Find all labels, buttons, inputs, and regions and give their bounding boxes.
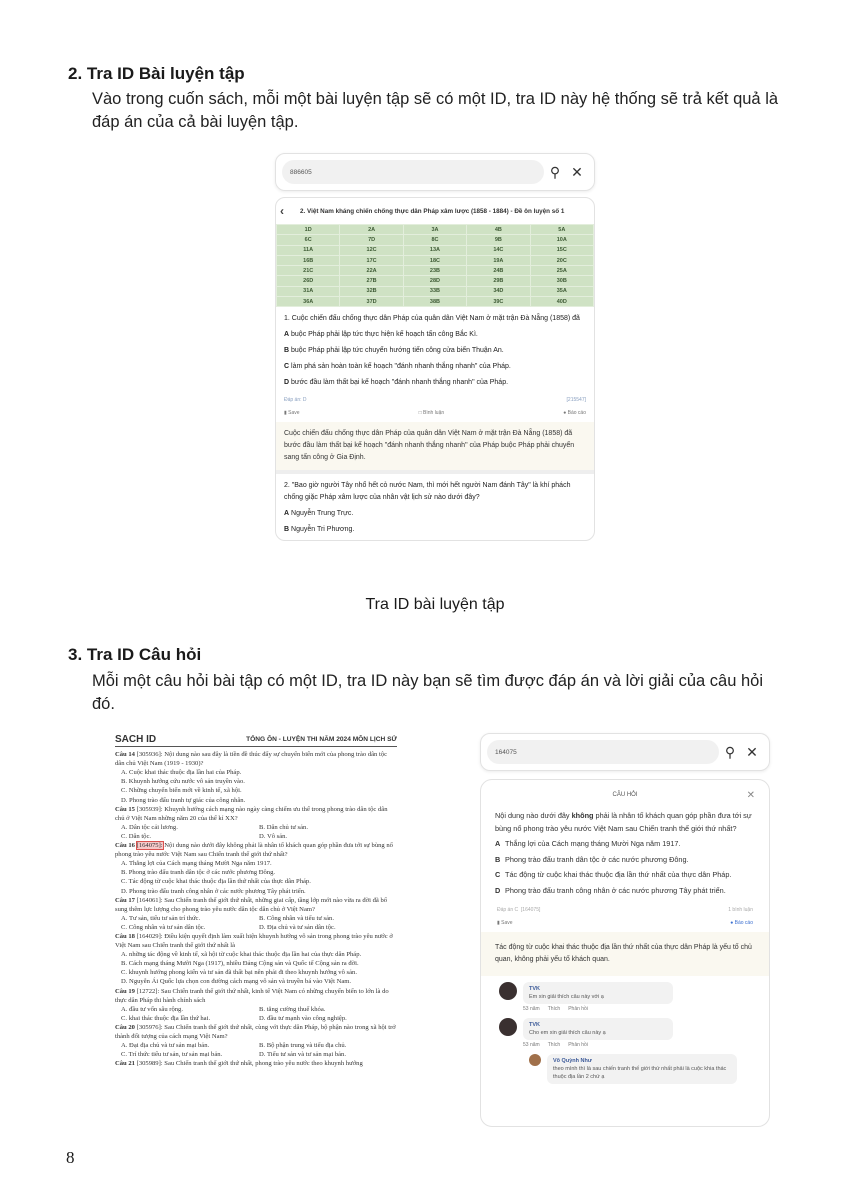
search-input[interactable]: 886605: [282, 160, 544, 184]
option: A. Cuộc khai thác thuộc địa lần hai của Pháp.: [121, 769, 242, 777]
option: B. Dân chủ tư sản.: [259, 823, 308, 831]
option-letter: D: [284, 379, 290, 387]
comment-label: Bình luận: [423, 410, 445, 417]
report-button[interactable]: [730, 920, 753, 926]
book-question: [115, 805, 397, 841]
comment-like[interactable]: Thích: [547, 1006, 561, 1012]
search-input[interactable]: 164075: [487, 740, 719, 764]
question-text: Sau Chiến tranh thế giới thứ nhất, cùng với thực dân Pháp, bộ phận nào trong xã hội trở thành đối tượng của cách mạng Việt Nam?: [115, 1023, 396, 1040]
question-id: [305989]:: [136, 1060, 163, 1068]
answer-cell: 26D: [277, 276, 340, 286]
answer-cell: 24B: [467, 266, 530, 276]
question-number: Câu 14: [115, 751, 135, 759]
answer-cell: 39C: [467, 297, 530, 307]
question-number: Câu 19: [115, 987, 135, 995]
answer-cell: 2A: [340, 225, 403, 235]
search-icon[interactable]: ⚲: [549, 163, 561, 180]
option: C. Tác động từ cuộc khai thác thuộc địa lần thứ nhất của thực dân Pháp.: [121, 878, 311, 886]
comment: [489, 982, 761, 1012]
option: B. Phong trào đấu tranh dân tộc ở các nước phương Đông.: [121, 869, 276, 877]
answer-cell: 35A: [530, 286, 593, 296]
answer-cell: 13A: [403, 245, 466, 255]
section-2-paragraph: Vào trong cuốn sách, mỗi một bài luyện tập sẽ có một ID, tra ID này hệ thống sẽ trả kết quả là đáp án của cả bài luyện tập.: [92, 90, 779, 131]
answer-cell: 19A: [467, 255, 530, 265]
question-id: [215547]: [566, 397, 586, 404]
commenter-name: Võ Quỳnh Như: [553, 1058, 592, 1064]
explanation: Tác động từ cuộc khai thác thuộc địa lần thứ nhất của thực dân Pháp là yếu tố chủ quan, không phải yếu tố khách quan.: [481, 932, 769, 976]
back-chevron-icon[interactable]: ‹: [280, 204, 284, 218]
option: A. Thắng lợi của Cách mạng tháng Mười Nga năm 1917.: [121, 860, 272, 868]
book-question: [115, 750, 397, 805]
save-button[interactable]: [284, 410, 300, 416]
answer-row: [277, 276, 594, 286]
answer-option[interactable]: [495, 869, 755, 882]
question-1: [276, 307, 594, 389]
option: D. Tiểu tư sản và tư sản mại bản.: [259, 1051, 346, 1059]
answer-cell: 21C: [277, 266, 340, 276]
answer-option[interactable]: [284, 524, 586, 536]
comment-text: Cho em xin giải thích câu này ạ: [529, 1030, 606, 1036]
answer-option[interactable]: [284, 329, 586, 341]
answer-option[interactable]: [284, 508, 586, 520]
answer-cell: 25A: [530, 266, 593, 276]
answer-row: [277, 286, 594, 296]
close-icon[interactable]: ✕: [571, 163, 583, 180]
option: C. Dân tộc.: [121, 832, 152, 840]
avatar: [529, 1054, 541, 1066]
answer-cell: 4B: [467, 225, 530, 235]
comment-count[interactable]: 1 bình luận: [728, 907, 753, 913]
answer-option[interactable]: [495, 854, 755, 867]
comment-reply[interactable]: Phản hồi: [568, 1006, 588, 1012]
answer-row: [277, 255, 594, 265]
option: D. Phong trào đấu tranh tự giác của công nhân.: [121, 796, 246, 804]
answer-option[interactable]: [495, 885, 755, 898]
option-letter: B: [495, 854, 501, 864]
comment-like[interactable]: Thích: [547, 1042, 561, 1048]
answer-cell: 31A: [277, 286, 340, 296]
question-number: Câu 21: [115, 1060, 135, 1068]
option: C. Trí thức tiểu tư sản, tư sản mại bản.: [121, 1051, 223, 1059]
avatar: [499, 982, 517, 1000]
option-letter: C: [495, 870, 501, 879]
answer-cell: 10A: [530, 235, 593, 245]
answer-row: [277, 266, 594, 276]
answer-cell: 12C: [340, 245, 403, 255]
search-bar: [275, 153, 595, 191]
option-letter: A: [495, 839, 501, 848]
modal-title: CÂU HỎI: [612, 792, 638, 798]
answer-option[interactable]: [284, 345, 586, 357]
practice-lookup-screenshot: [275, 153, 595, 590]
option: A. Dân tộc cải lương.: [121, 823, 178, 831]
comment-button[interactable]: [419, 410, 445, 416]
option-text: Tác động từ cuộc khai thác thuộc địa lần thứ nhất của thực dân Pháp.: [505, 870, 732, 879]
option: D. Phong trào đấu tranh công nhân ở các nước phương Tây phát triển.: [121, 887, 306, 895]
option-letter: B: [284, 347, 290, 355]
book-question: [115, 932, 397, 987]
stem-text: phải là nhân tố khách quan góp phần đưa tới sự bùng nổ phong trào yêu nước Việt Nam sau Chiến tranh thế giới thứ nhất?: [495, 811, 752, 833]
save-label: Save: [501, 920, 513, 926]
bookmark-icon: ▮: [284, 410, 289, 417]
answer-cell: 8C: [403, 235, 466, 245]
option: A. những tác động về kinh tế, xã hội từ cuộc khai thác thuộc địa lần hai của thực dân Pháp.: [121, 951, 362, 959]
answer-cell: 14C: [467, 245, 530, 255]
question-stem: 1. Cuộc chiến đấu chống thực dân Pháp của quân dân Việt Nam ở mặt trận Đà Nẵng (1858) đã: [284, 315, 580, 323]
book-question: [115, 1023, 397, 1059]
answer-cell: 17C: [340, 255, 403, 265]
option-text: Nguyễn Trung Trực.: [291, 510, 354, 518]
page-number: 8: [66, 1148, 75, 1167]
option-text: bước đầu làm thất bại kế hoạch "đánh nhanh thắng nhanh" của Pháp.: [291, 379, 509, 387]
question-text: Sau Chiến tranh thế giới thứ nhất, phong trào yêu nước theo khuynh hướng: [162, 1060, 363, 1068]
question-text: Sau Chiến tranh thế giới thứ nhất, kinh tế Việt Nam có những chuyển biến to lớn là do thực dân Pháp thi hành chính sách: [115, 987, 389, 1004]
question-id: [305936]:: [136, 751, 163, 759]
question-number: Câu 16: [115, 842, 135, 850]
option-text: Nguyễn Tri Phương.: [291, 526, 355, 534]
answer-label: Đáp án: D: [284, 397, 307, 404]
answer-cell: 11A: [277, 245, 340, 255]
figure-caption: Tra ID bài luyện tập: [365, 596, 505, 613]
bookmark-icon: ▮: [497, 920, 502, 926]
answer-cell: 30B: [530, 276, 593, 286]
book-question: [115, 1059, 397, 1068]
answer-row: [277, 245, 594, 255]
question-id: [305939]:: [136, 805, 163, 813]
option-text: buộc Pháp phải lập tức thực hiện kế hoạch tấn công Bắc Kì.: [291, 331, 478, 339]
answer-cell: 7D: [340, 235, 403, 245]
option-letter: B: [284, 526, 290, 534]
section-2-heading: 2. Tra ID Bài luyện tập: [68, 64, 245, 83]
answer-cell: 34D: [467, 286, 530, 296]
option: A. đầu tư vốn sâu rộng.: [121, 1005, 183, 1013]
option: A. Đại địa chủ và tư sản mại bản.: [121, 1042, 210, 1050]
commenter-name: TVK: [529, 986, 540, 992]
book-question: [115, 841, 397, 896]
answer-cell: 9B: [467, 235, 530, 245]
option: C. khai thác thuộc địa lần thứ hai.: [121, 1014, 211, 1022]
stem-text: Nội dung nào dưới đây: [495, 811, 572, 820]
question-id: [164061]:: [136, 896, 163, 904]
comment: [489, 1018, 761, 1048]
option: D. đầu tư mạnh vào công nghiệp.: [259, 1014, 347, 1022]
comment-text: Em xin giải thích câu này với ạ: [529, 994, 604, 1000]
answer-cell: 3A: [403, 225, 466, 235]
book-logo: SÁCH ID: [115, 735, 157, 745]
option-letter: C: [284, 363, 290, 371]
option-letter: D: [495, 885, 501, 895]
option-letter: A: [284, 510, 290, 518]
book-page-excerpt: [115, 735, 397, 1158]
question-id: [164075]: [520, 907, 541, 913]
option: B. Khuynh hướng cứu nước vô sản truyền vào.: [121, 778, 245, 786]
answer-cell: 38B: [403, 297, 466, 307]
answer-cell: 15C: [530, 245, 593, 255]
question-text: Điều kiện quyết định làm xuất hiện khuynh hướng vô sản trong phong trào yêu nước ở Việt Nam sau Chiến tranh thế giới thứ nhất là: [115, 932, 393, 950]
stem-emphasis: không: [571, 811, 594, 820]
question-text: Nội dung nào sau đây là tiền đề thúc đẩy sự chuyển biến mới của phong trào dân tộc dân chủ Việt Nam (1919 - 1930)?: [115, 751, 388, 768]
avatar: [499, 1018, 517, 1036]
answer-row: [277, 225, 594, 235]
save-button[interactable]: [497, 920, 513, 926]
answer-table: [276, 224, 594, 307]
modal-close-icon[interactable]: ✕: [746, 789, 755, 801]
answer-cell: 36A: [277, 297, 340, 307]
answer-row: [277, 297, 594, 307]
answer-option[interactable]: [284, 377, 586, 389]
answer-cell: 1D: [277, 225, 340, 235]
comment-icon: □: [418, 410, 424, 417]
option: B. Bộ phận trung và tiểu địa chủ.: [259, 1042, 347, 1050]
answer-option[interactable]: [495, 838, 755, 851]
report-icon: ●: [730, 920, 735, 926]
option: C. Công nhân và tư sản dân tộc.: [121, 923, 206, 931]
answer-cell: 23B: [403, 266, 466, 276]
option: A. Tư sản, tiểu tư sản trí thức.: [121, 914, 201, 922]
option: D. Nguyễn Ái Quốc lựa chọn con đường cách mạng vô sản và truyền bá vào Việt Nam.: [121, 978, 352, 986]
report-label: Báo cáo: [734, 920, 753, 926]
book-question: [115, 987, 397, 1023]
answer-cell: 6C: [277, 235, 340, 245]
answer-label: Đáp án C: [497, 907, 519, 913]
answer-row: [277, 235, 594, 245]
search-bar: [480, 733, 770, 771]
answer-cell: 33B: [403, 286, 466, 296]
section-3-paragraph: Mỗi một câu hỏi bài tập có một ID, tra ID này bạn sẽ tìm được đáp án và lời giải của câu hỏi đó.: [92, 672, 764, 713]
question-id: [164075]:: [136, 842, 163, 850]
question-text: Khuynh hướng cách mạng nào ngày càng chiếm ưu thế trong phong trào dân tộc dân chủ ở Việt Nam những năm 20 của thế kỉ XX?: [115, 805, 388, 822]
option-text: buộc Pháp phải lập tức chuyển hướng tiến công cửa biển Thuận An.: [291, 347, 504, 355]
book-question: [115, 896, 397, 932]
option: C. Những chuyển biến mới về kinh tế, xã hội.: [121, 787, 242, 795]
report-icon: ●: [563, 410, 568, 417]
comment-time: 53 năm: [523, 1042, 540, 1048]
comment-time: 53 năm: [523, 1006, 540, 1012]
option-letter: A: [284, 331, 290, 339]
question-number: Câu 15: [115, 805, 135, 813]
question-modal: [480, 779, 770, 1127]
comment-text: theo mình thì là sau chiến tranh thế giới thứ nhất phải là cuộc khia thác thuộc địa lần 2 chứ ạ: [553, 1066, 727, 1080]
question-stem: 2. "Bao giờ người Tây nhổ hết cỏ nước Nam, thì mới hết người Nam đánh Tây" là khí phách chống giặc Pháp xâm lược của nhân vật lịch sử nào dưới đây?: [284, 482, 571, 502]
question-id: [164029]:: [136, 932, 163, 940]
question-2: [276, 474, 594, 536]
explanation: Cuộc chiến đấu chống thực dân Pháp của quân dân Việt Nam ở mặt trận Đà Nẵng (1858) đã bước đầu làm thất bại kế hoạch "đánh nhanh thắng nhanh" của Pháp buộc Pháp phải chuyển sang tấn công ở Gia Định.: [276, 422, 594, 474]
option: B. Công nhân và tiểu tư sản.: [259, 914, 334, 922]
question-number: Câu 17: [115, 896, 135, 904]
comment-reply[interactable]: Phản hồi: [568, 1042, 588, 1048]
practice-title: 2. Việt Nam kháng chiến chống thực dân Pháp xâm lược (1858 - 1884) - Đề ôn luyện số 1: [300, 207, 565, 215]
option: C. khuynh hướng phong kiến và tư sản đã thất bại nên phải đi theo khuynh hướng vô sản.: [121, 969, 357, 977]
question-text: Nội dung nào dưới đây không phải là nhân tố khách quan góp phần đưa tới sự bùng nổ phong trào yêu nước Việt Nam sau Chiến tranh thế giới thứ nhất?: [115, 842, 393, 859]
close-icon[interactable]: ✕: [746, 743, 758, 760]
answer-cell: 16B: [277, 255, 340, 265]
answer-cell: 20C: [530, 255, 593, 265]
option: B. Cách mạng tháng Mười Nga (1917), nhiều Đảng Cộng sản và Quốc tế Cộng sản ra đời.: [121, 960, 359, 968]
section-3-heading: 3. Tra ID Câu hỏi: [68, 645, 202, 664]
option-text: Phong trào đấu tranh công nhân ở các nước phương Tây phát triển.: [505, 885, 726, 895]
answer-cell: 27B: [340, 276, 403, 286]
answer-cell: 18C: [403, 255, 466, 265]
option-text: Phong trào đấu tranh dân tộc ở các nước phương Đông.: [505, 854, 689, 864]
report-button[interactable]: [563, 410, 586, 416]
book-header-title: TỔNG ÔN - LUYỆN THI NĂM 2024 MÔN LỊCH SỬ: [246, 736, 397, 743]
option: D. Địa chủ và tư sản dân tộc.: [259, 923, 336, 931]
question-number: Câu 20: [115, 1023, 135, 1031]
question-number: Câu 18: [115, 932, 135, 940]
option: D. Vô sản.: [259, 832, 288, 840]
question-id: [12722]:: [136, 987, 160, 995]
question-text: Sau Chiến tranh thế giới thứ nhất, những giai cấp, tầng lớp mới nào vừa ra đời đã bổ sung thêm lực lượng cho phong trào yêu nước dân tộc dân chủ ở Việt Nam?: [115, 896, 388, 913]
answer-cell: 29B: [467, 276, 530, 286]
report-label: Báo cáo: [567, 410, 586, 417]
answer-option[interactable]: [284, 361, 586, 373]
result-card: [275, 197, 595, 541]
option: B. tăng cường thuế khóa.: [259, 1005, 326, 1013]
answer-cell: 5A: [530, 225, 593, 235]
commenter-name: TVK: [529, 1022, 540, 1028]
answer-cell: 40D: [530, 297, 593, 307]
answer-cell: 28D: [403, 276, 466, 286]
answer-cell: 37D: [340, 297, 403, 307]
option-text: Thắng lợi của Cách mạng tháng Mười Nga năm 1917.: [505, 839, 681, 848]
option-text: làm phá sản hoàn toàn kế hoạch "đánh nhanh thắng nhanh" của Pháp.: [291, 363, 511, 371]
save-label: Save: [288, 410, 300, 417]
search-icon[interactable]: ⚲: [724, 743, 736, 760]
answer-cell: 22A: [340, 266, 403, 276]
question-lookup-screenshot: [480, 733, 770, 1133]
answer-cell: 32B: [340, 286, 403, 296]
question-body: [489, 810, 761, 897]
question-id: [305976]:: [136, 1023, 163, 1031]
